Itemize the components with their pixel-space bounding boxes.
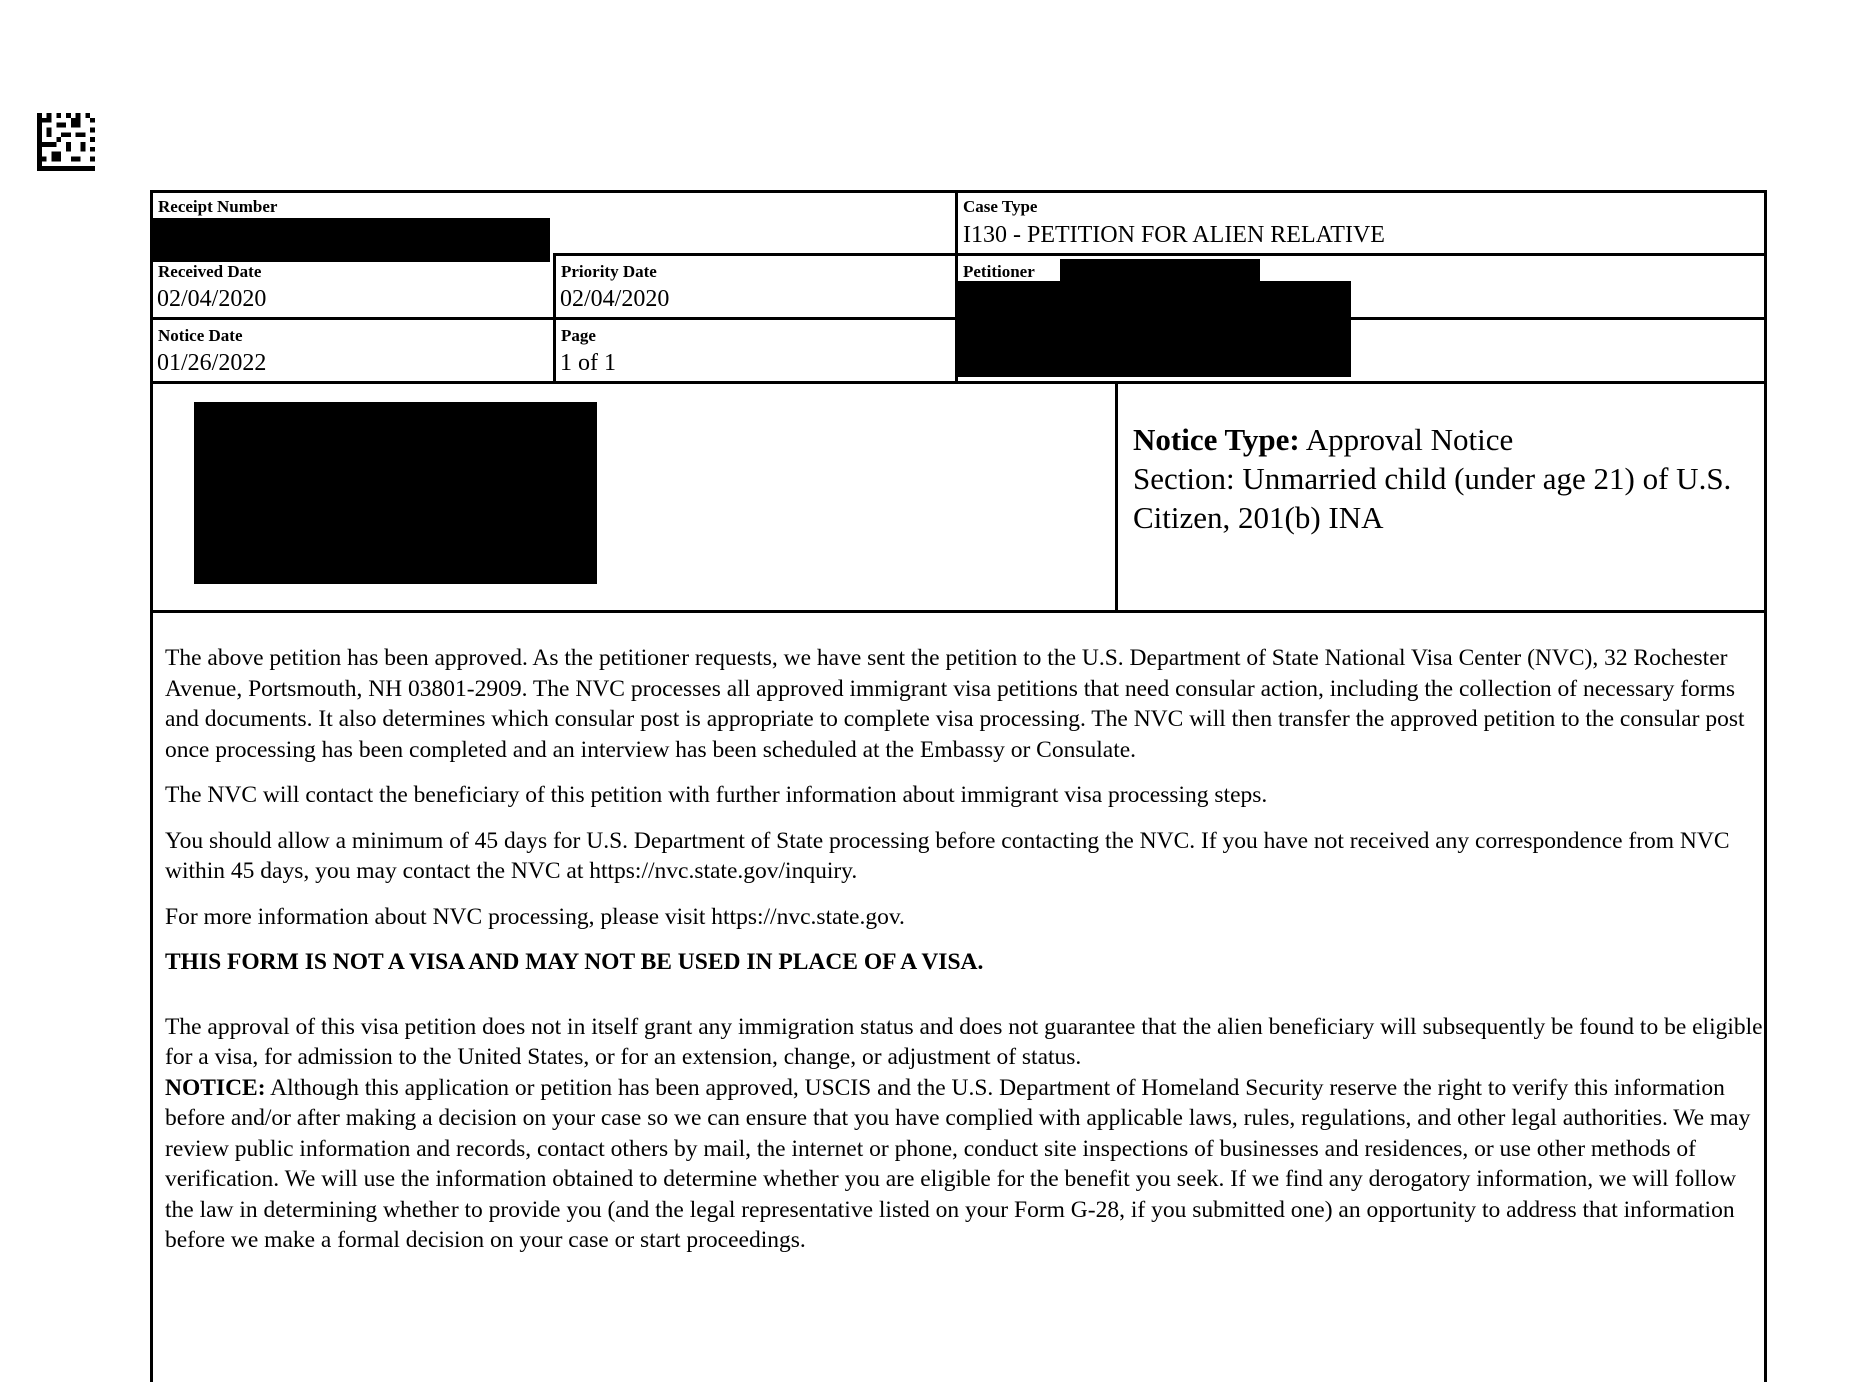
notice-section: Section: Unmarried child (under age 21) of U.S. Citizen, 201(b) INA — [1133, 461, 1732, 535]
receipt-number-redaction — [150, 218, 550, 262]
notice-type-label: Notice Type: — [1133, 422, 1300, 457]
case-type-value: I130 - PETITION FOR ALIEN RELATIVE — [963, 222, 1385, 248]
case-type-label: Case Type — [963, 197, 1038, 216]
not-a-visa-warning: THIS FORM IS NOT A VISA AND MAY NOT BE USED IN PLACE OF A VISA. — [165, 949, 984, 975]
notice-type-value: Approval Notice — [1305, 422, 1514, 457]
body-paragraph-notice — [165, 1073, 1763, 1256]
notice-type-block — [1133, 420, 1763, 537]
notice-date-label: Notice Date — [158, 326, 243, 345]
receipt-number-label: Receipt Number — [158, 197, 278, 216]
body-paragraph-45-days: You should allow a minimum of 45 days for U.S. Department of State processing before contacting the NVC. If you have not received any correspondence from NVC within 45 days, you may contact the NVC at https://nvc.state.gov/inquiry. — [165, 827, 1730, 884]
notice-type-line — [1133, 420, 1763, 459]
petitioner-label: Petitioner — [963, 262, 1035, 281]
body-paragraph-more-info: For more information about NVC processing, please visit https://nvc.state.gov. — [165, 903, 905, 930]
page-label: Page — [561, 326, 596, 345]
page-value: 1 of 1 — [560, 350, 616, 376]
notice-label: NOTICE: — [165, 1074, 266, 1101]
priority-date-label: Priority Date — [561, 262, 657, 281]
body-paragraph-nvc-contact: The NVC will contact the beneficiary of this petition with further information about immigrant visa processing steps. — [165, 782, 1268, 808]
petitioner-redaction-2 — [955, 281, 1351, 377]
header-col-divider-1 — [553, 253, 556, 384]
address-divider — [150, 610, 1767, 613]
notice-date-value: 01/26/2022 — [157, 350, 267, 376]
received-date-value: 02/04/2020 — [157, 286, 267, 312]
received-date-label: Received Date — [158, 262, 262, 281]
header-divider-3 — [150, 381, 1767, 384]
body-paragraph-approved: The above petition has been approved. As the petitioner requests, we have sent the petition to the U.S. Department of State National Visa Center (NVC), 32 Rochester Avenue, Portsmouth, NH 03801-2909. The NVC processes all approved immigrant visa petitions that need consular action, including the collection of necessary forms and documents. It also determines which consular post is appropriate to complete visa processing. The NVC will then transfer the approved petition to the consular post once processing has been completed and an interview has been scheduled at the Embassy or Consulate. — [165, 645, 1745, 763]
petitioner-redaction-1 — [1060, 259, 1260, 281]
datamatrix-barcode-icon — [36, 113, 96, 171]
body-paragraph-no-status: The approval of this visa petition does not in itself grant any immigration status and does not guarantee that the alien beneficiary will subsequently be found to be eligible for a visa, for admission to the United States, or for an extension, change, or adjustment of status. — [165, 1013, 1763, 1070]
address-col-divider — [1115, 381, 1118, 612]
header-divider-1 — [553, 253, 1767, 256]
notice-text: Although this application or petition has been approved, USCIS and the U.S. Department of Homeland Security reserve the right to verify this information before and/or after making a decision on your case so we can ensure that you have complied with applicable laws, rules, regulations, and other legal authorities. We may review public information and records, contact others by mail, the internet or phone, conduct site inspections of businesses and residences, or use other methods of verification. We will use the information obtained to determine whether you are eligible for the benefit you seek. If we find any derogatory information, we will follow the law in determining whether to provide you (and the legal representative listed on your Form G-28, if you submitted one) an opportunity to address that information before we make a formal decision on your case or start proceedings. — [165, 1074, 1751, 1253]
priority-date-value: 02/04/2020 — [560, 286, 670, 312]
address-redaction — [194, 402, 597, 584]
notice-body — [165, 643, 1763, 1256]
